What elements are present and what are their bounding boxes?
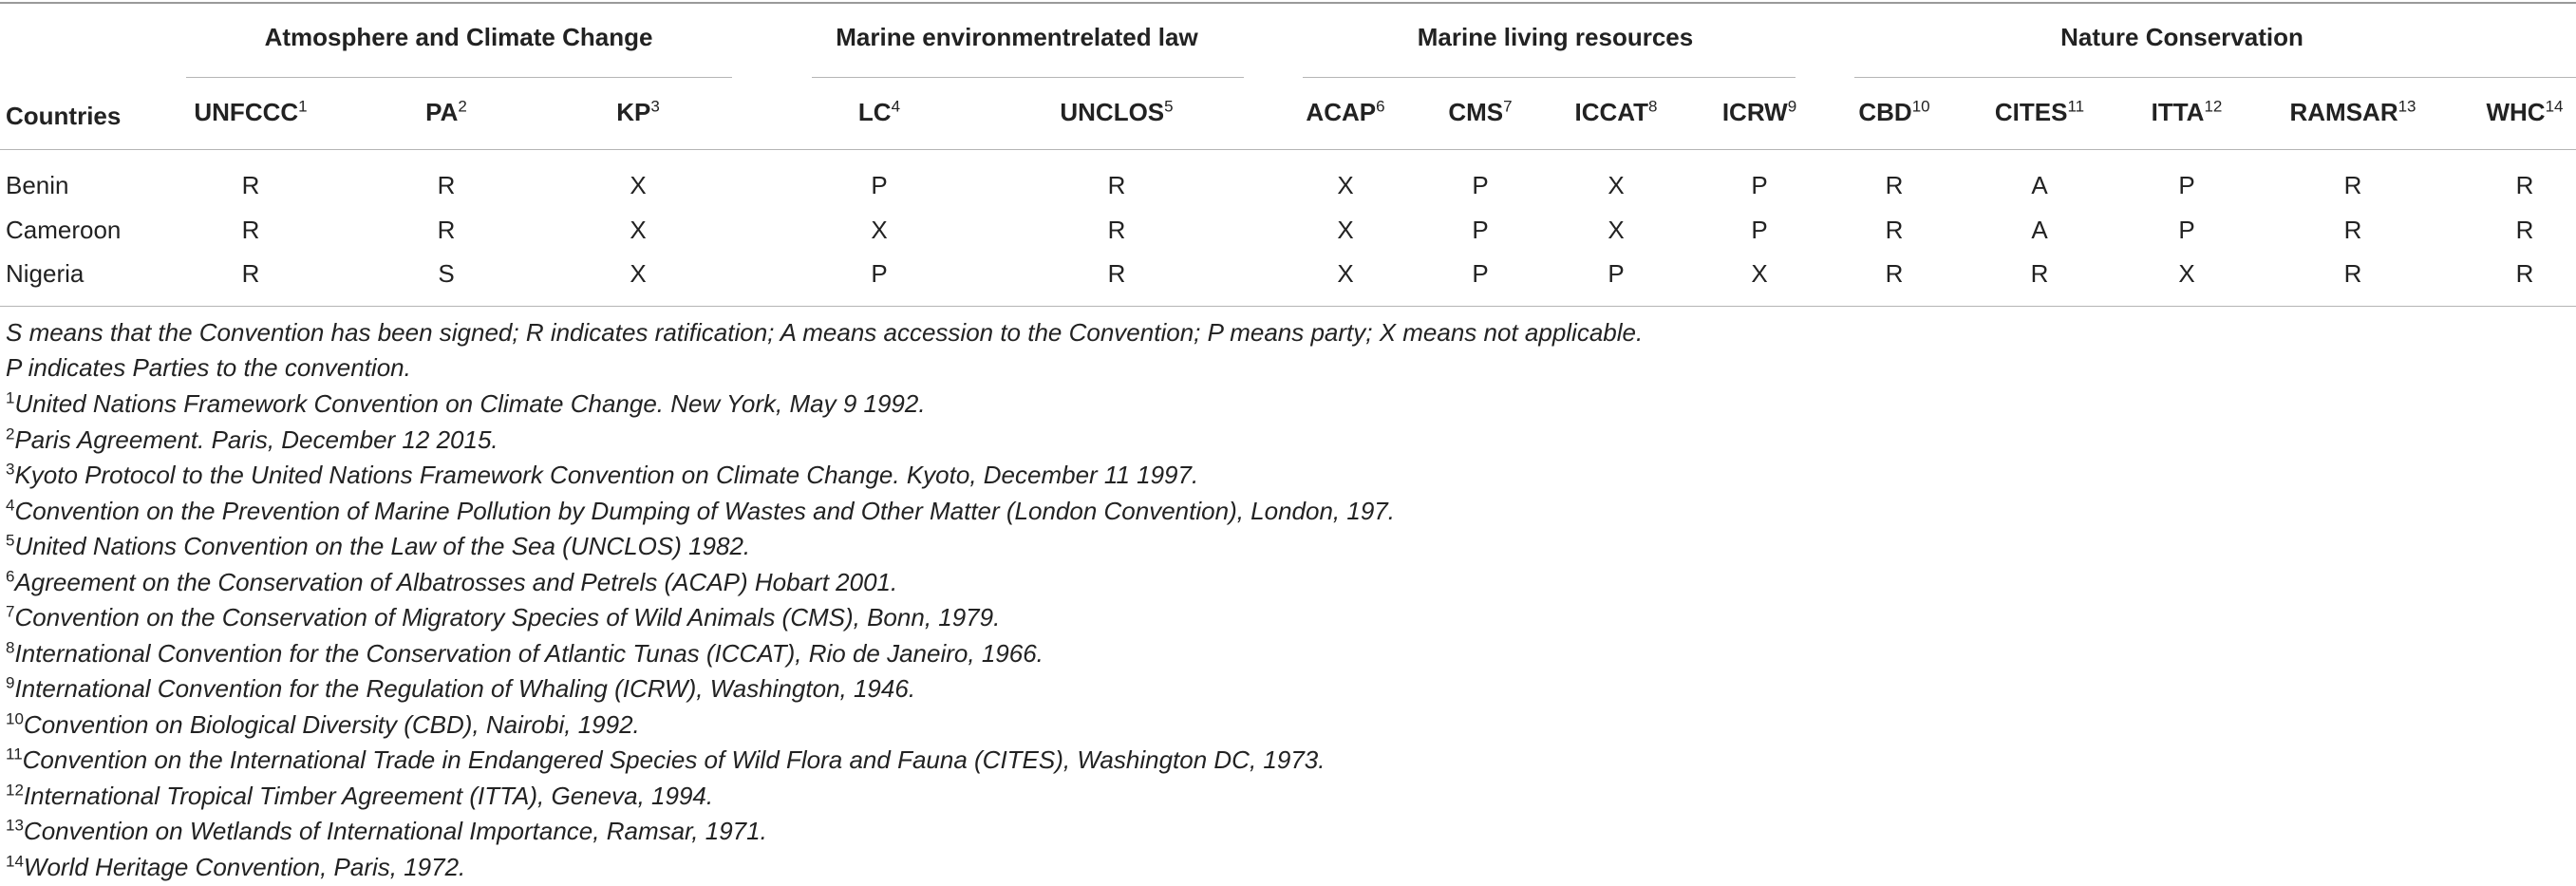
footnote (6, 817, 767, 845)
column-header: UNFCCC$^1$ (194, 97, 308, 126)
footnote-text: Convention on the Prevention of Marine Pollution by Dumping of Wastes and Other Matter (London Convention), London, 197. (14, 496, 1395, 525)
footnote-number: 4 (6, 495, 15, 514)
footnote (6, 497, 1395, 525)
table-cell: R (2343, 259, 2362, 288)
table-cell: X (630, 259, 647, 288)
column-header: ITTA$^{12}$ (2151, 97, 2223, 126)
footnote (6, 639, 1044, 668)
footnote-number: 5 (6, 531, 15, 550)
table-cell: P (1472, 171, 1489, 199)
footnote-text: International Convention for the Regulation of Whaling (ICRW), Washington, 1946. (14, 674, 916, 703)
footnote (6, 603, 1000, 632)
table-cell: R (1107, 216, 1126, 244)
table-cell: X (1337, 259, 1354, 288)
table-cell: A (2031, 216, 2048, 244)
table-cell: R (1885, 171, 1904, 199)
group-heading: Nature Conservation (2060, 23, 2303, 51)
footnote-number: 7 (6, 602, 15, 621)
footnote-text: Convention on the Conservation of Migratory Species of Wild Animals (CMS), Bonn, 1979. (14, 603, 1001, 632)
group-rule (186, 77, 732, 78)
group-heading: Marine environmentrelated law (836, 23, 1198, 51)
table-cell: P (1608, 259, 1625, 288)
group-rule (812, 77, 1244, 78)
footnote-number: 1 (6, 388, 15, 407)
column-header: WHC$^{14}$ (2486, 97, 2564, 126)
footnote-text: Convention on Biological Diversity (CBD), Nairobi, 1992. (23, 709, 640, 739)
footnote-number: 6 (6, 566, 15, 585)
legend-line: P indicates Parties to the convention. (6, 353, 411, 382)
footnote (6, 389, 926, 418)
table-cell: R (1107, 259, 1126, 288)
footnote (6, 853, 465, 881)
table-cell: P (1472, 216, 1489, 244)
countries-header: Countries (6, 102, 122, 130)
column-header: ICCAT$^8$ (1574, 97, 1658, 126)
column-header: $PA^2$ (425, 97, 467, 126)
group-rule (1854, 77, 2576, 78)
footnote-number: 10 (6, 708, 24, 727)
footnote-text: World Heritage Convention, Paris, 1972. (23, 852, 466, 881)
table-bottom-rule (0, 306, 2576, 307)
table-cell: R (1885, 259, 1904, 288)
footnote-number: 9 (6, 673, 15, 692)
footnote-text: International Tropical Timber Agreement (ITTA), Geneva, 1994. (23, 781, 714, 810)
table-cell: P (1472, 259, 1489, 288)
legend-line: S means that the Convention has been signed; R indicates ratification; A means accession to the Convention; P means party; X means not applicable. (6, 318, 1644, 347)
column-header: CBD$^{10}$ (1858, 97, 1930, 126)
footnote-number: 14 (6, 851, 24, 870)
table-cell: X (630, 171, 647, 199)
footnote-number: 12 (6, 780, 24, 799)
table-cell: X (1337, 171, 1354, 199)
column-header: UNCLOS$^5$ (1060, 97, 1174, 126)
table-cell: X (871, 216, 888, 244)
group-heading: Marine living resources (1417, 23, 1694, 51)
footnote-number: 2 (6, 424, 15, 443)
table-cell: X (1751, 259, 1768, 288)
table-cell: R (241, 259, 260, 288)
table-cell: R (1885, 216, 1904, 244)
table-cell: X (1337, 216, 1354, 244)
column-header: ICRW$^9$ (1721, 97, 1797, 126)
footnote-text: Convention on Wetlands of International Importance, Ramsar, 1971. (23, 817, 767, 845)
row-country: Cameroon (6, 216, 122, 244)
table-cell: P (2178, 171, 2195, 199)
footnote-number: 8 (6, 637, 15, 656)
group-heading: Atmosphere and Climate Change (264, 23, 653, 51)
footnote-text: Paris Agreement. Paris, December 12 2015. (14, 424, 498, 454)
footnote-text: United Nations Framework Convention on Climate Change. New York, May 9 1992. (14, 389, 926, 418)
footnote (6, 532, 750, 560)
table-cell: X (2178, 259, 2195, 288)
table-cell: S (438, 259, 455, 288)
column-header: CMS$^7$ (1448, 97, 1513, 126)
footnote-text: United Nations Convention on the Law of the Sea (UNCLOS) 1982. (14, 532, 751, 560)
table-cell: X (1608, 171, 1625, 199)
row-country: Benin (6, 171, 69, 199)
table-cell: A (2031, 171, 2048, 199)
column-header: $LC^4$ (857, 97, 901, 126)
table-cell: R (437, 216, 456, 244)
group-rule (1303, 77, 1796, 78)
footnote-text: International Convention for the Conservation of Atlantic Tunas (ICCAT), Rio de Janeiro, 1966. (14, 638, 1044, 668)
table-cell: X (630, 216, 647, 244)
footnote (6, 674, 915, 703)
header-rule (0, 149, 2576, 150)
footnote (6, 710, 640, 739)
table-cell: P (1751, 216, 1768, 244)
table-cell: R (2515, 259, 2534, 288)
footnote (6, 745, 1325, 774)
table-cell: P (871, 259, 888, 288)
table-top-rule (0, 2, 2576, 4)
table-cell: R (241, 171, 260, 199)
footnote-number: 13 (6, 816, 24, 835)
table-cell: P (871, 171, 888, 199)
footnote-number: 11 (6, 745, 23, 763)
table-cell: R (437, 171, 456, 199)
table-cell: R (2343, 216, 2362, 244)
footnote (6, 568, 897, 596)
row-country: Nigeria (6, 259, 85, 288)
footnote (6, 425, 498, 454)
table-cell: R (2515, 216, 2534, 244)
footnote-text: Kyoto Protocol to the United Nations Framework Convention on Climate Change. Kyoto, December 11 1997. (14, 461, 1199, 489)
table-cell: X (1608, 216, 1625, 244)
column-header: $KP^3$ (616, 97, 660, 126)
table-cell: R (241, 216, 260, 244)
table-cell: R (2030, 259, 2049, 288)
table-cell: P (1751, 171, 1768, 199)
column-header: RAMSAR$^{13}$ (2289, 97, 2416, 126)
column-header: CITES$^{11}$ (1994, 97, 2085, 126)
table-cell: R (1107, 171, 1126, 199)
footnote (6, 782, 713, 810)
table-cell: P (2178, 216, 2195, 244)
footnote-number: 3 (6, 460, 15, 479)
footnote (6, 461, 1198, 489)
footnote-text: Convention on the International Trade in Endangered Species of Wild Flora and Fauna (CITES), Washington DC, 1973. (22, 745, 1326, 774)
table-cell: R (2343, 171, 2362, 199)
footnote-text: Agreement on the Conservation of Albatrosses and Petrels (ACAP) Hobart 2001. (14, 567, 898, 596)
table-cell: R (2515, 171, 2534, 199)
column-header: ACAP$^6$ (1306, 97, 1385, 126)
